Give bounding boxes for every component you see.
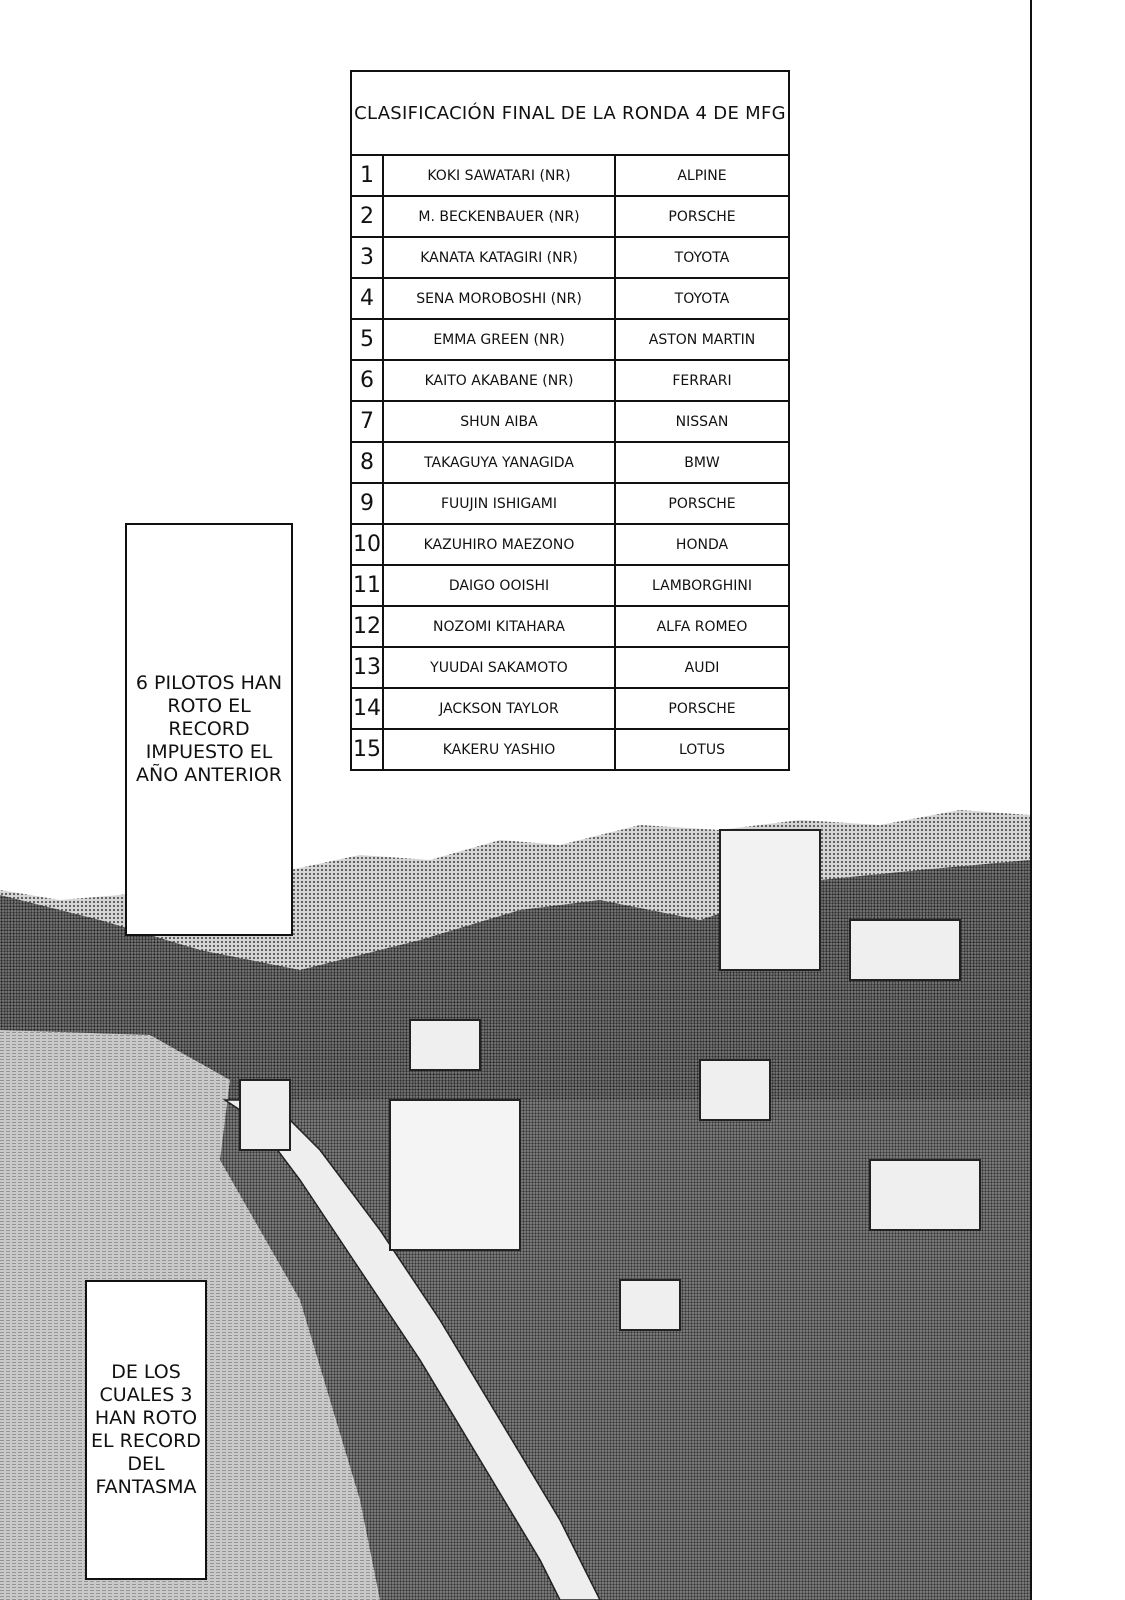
position-cell: 11 — [352, 566, 384, 605]
position-cell: 5 — [352, 320, 384, 359]
team-cell: LOTUS — [678, 741, 725, 758]
table-row — [352, 689, 788, 730]
table-row — [352, 566, 788, 607]
driver-cell: FUUJIN ISHIGAMI — [384, 484, 616, 523]
driver-cell: TAKAGUYA YANAGIDA — [384, 443, 616, 482]
position-cell: 9 — [352, 484, 384, 523]
table-row — [352, 607, 788, 648]
position-cell: 2 — [352, 197, 384, 236]
building — [870, 1160, 980, 1230]
driver-cell: SHUN AIBA — [384, 402, 616, 441]
team-cell: HONDA — [675, 536, 729, 553]
driver-cell: KAITO AKABANE (NR) — [384, 361, 616, 400]
position-cell: 4 — [352, 279, 384, 318]
driver-cell: KAZUHIRO MAEZONO — [384, 525, 616, 564]
driver-cell: SENA MOROBOSHI (NR) — [384, 279, 616, 318]
position-cell: 3 — [352, 238, 384, 277]
table-row — [352, 197, 788, 238]
building — [240, 1080, 290, 1150]
team-cell: ALPINE — [677, 167, 727, 184]
position-cell: 10 — [352, 525, 384, 564]
team-cell: PORSCHE — [668, 495, 736, 512]
driver-cell: DAIGO OOISHI — [384, 566, 616, 605]
team-cell: AUDI — [684, 659, 720, 676]
team-cell: LAMBORGHINI — [652, 577, 752, 594]
narration-box-ghost-record: DE LOS CUALES 3 HAN ROTO EL RECORD DEL FANTASMA — [85, 1280, 207, 1580]
building — [700, 1060, 770, 1120]
table-row — [352, 402, 788, 443]
position-cell: 8 — [352, 443, 384, 482]
team-cell: PORSCHE — [668, 208, 736, 225]
table-row — [352, 484, 788, 525]
position-cell: 14 — [352, 689, 384, 728]
hotel-building — [390, 1100, 520, 1250]
driver-cell: JACKSON TAYLOR — [384, 689, 616, 728]
building — [620, 1280, 680, 1330]
team-cell: PORSCHE — [668, 700, 736, 717]
table-row — [352, 443, 788, 484]
table-row — [352, 279, 788, 320]
table-row — [352, 730, 788, 769]
team-cell: TOYOTA — [674, 290, 730, 307]
position-cell: 12 — [352, 607, 384, 646]
team-cell: ASTON MARTIN — [648, 331, 756, 348]
position-cell: 13 — [352, 648, 384, 687]
standings-table — [350, 70, 790, 771]
driver-cell: KANATA KATAGIRI (NR) — [384, 238, 616, 277]
position-cell: 6 — [352, 361, 384, 400]
team-cell: BMW — [684, 454, 720, 471]
driver-cell: KAKERU YASHIO — [384, 730, 616, 769]
table-row — [352, 361, 788, 402]
driver-cell: NOZOMI KITAHARA — [384, 607, 616, 646]
position-cell: 7 — [352, 402, 384, 441]
table-row — [352, 320, 788, 361]
position-cell: 1 — [352, 156, 384, 195]
driver-cell: YUUDAI SAKAMOTO — [384, 648, 616, 687]
tower-building — [720, 830, 820, 970]
team-cell: TOYOTA — [674, 249, 730, 266]
table-row — [352, 156, 788, 197]
table-row — [352, 648, 788, 689]
team-cell: ALFA ROMEO — [656, 618, 748, 635]
position-cell: 15 — [352, 730, 384, 769]
narration-box-record: 6 PILOTOS HAN ROTO EL RECORD IMPUESTO EL AÑO ANTERIOR — [125, 523, 293, 936]
driver-cell: EMMA GREEN (NR) — [384, 320, 616, 359]
building — [850, 920, 960, 980]
table-row — [352, 238, 788, 279]
team-cell: NISSAN — [675, 413, 729, 430]
team-cell: FERRARI — [672, 372, 732, 389]
standings-title: CLASIFICACIÓN FINAL DE LA RONDA 4 DE MFG — [352, 72, 788, 156]
building — [410, 1020, 480, 1070]
table-row — [352, 525, 788, 566]
page-edge-line — [1030, 0, 1032, 1600]
driver-cell: M. BECKENBAUER (NR) — [384, 197, 616, 236]
driver-cell: KOKI SAWATARI (NR) — [384, 156, 616, 195]
